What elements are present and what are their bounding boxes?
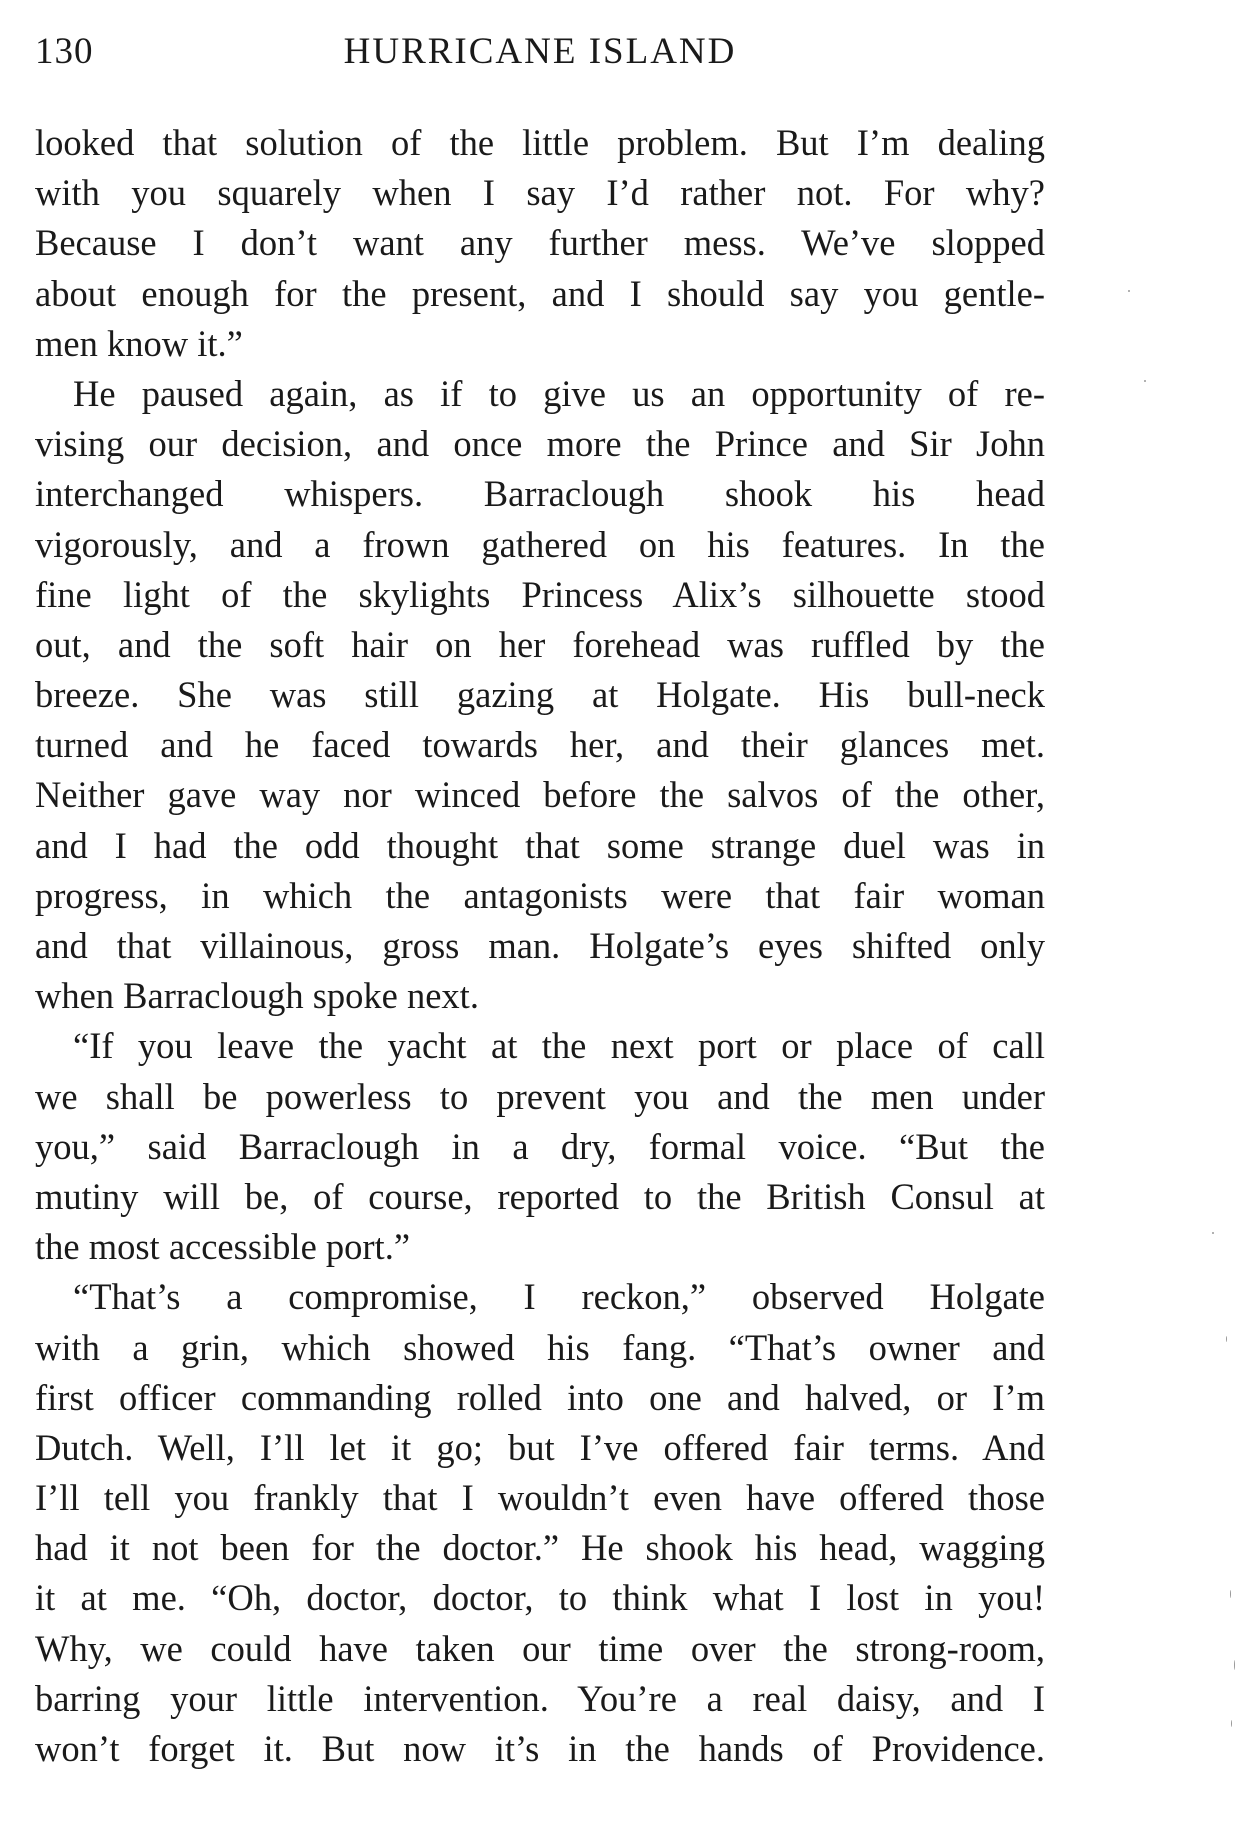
paragraph-3 <box>35 1021 1045 1272</box>
scan-speck <box>1212 1232 1214 1234</box>
text-line: Because I don’t want any further mess. We’ve slopped <box>35 222 1045 264</box>
text-line: looked that solution of the little problem. But I’m dealing <box>35 122 1045 163</box>
text-line: interchanged whispers. Barraclough shook his head <box>35 473 1045 515</box>
text-line: the most accessible port.” <box>35 1226 411 1268</box>
text-line: I’ll tell you frankly that I wouldn’t even have offered those <box>35 1477 1045 1519</box>
text-line: “If you leave the yacht at the next port or place of call <box>73 1025 1045 1067</box>
text-line: with you squarely when I say I’d rather not. For why? <box>35 172 1045 214</box>
text-line: we shall be powerless to prevent you and the men under <box>35 1075 1045 1117</box>
text-line: had it not been for the doctor.” He shook his head, wagging <box>35 1527 1045 1569</box>
scan-speck <box>1226 1336 1227 1342</box>
text-line: vising our decision, and once more the Prince and Sir John <box>35 423 1045 465</box>
text-line: mutiny will be, of course, reported to the British Consul at <box>35 1175 1045 1217</box>
text-line: men know it.” <box>35 322 243 364</box>
text-line: breeze. She was still gazing at Holgate. His bull-neck <box>35 674 1045 716</box>
text-line: and I had the odd thought that some strange duel was in <box>35 824 1045 866</box>
text-line: with a grin, which showed his fang. “That’s owner and <box>35 1326 1045 1368</box>
text-line: turned and he faced towards her, and their glances met. <box>35 724 1045 766</box>
page-number: 130 <box>35 31 94 72</box>
scan-speck <box>1234 1660 1235 1670</box>
body-text <box>35 118 1045 1774</box>
scan-speck <box>1231 1720 1232 1727</box>
page-header <box>35 30 1045 82</box>
text-line: it at me. “Oh, doctor, doctor, to think what I lost in you! <box>35 1577 1045 1619</box>
scan-speck <box>1128 290 1130 292</box>
text-line: about enough for the present, and I should say you gentle- <box>35 272 1045 314</box>
text-line: Dutch. Well, I’ll let it go; but I’ve offered fair terms. And <box>35 1426 1045 1468</box>
text-line: fine light of the skylights Princess Alix’s silhouette stood <box>35 573 1045 615</box>
text-line: “That’s a compromise, I reckon,” observed Holgate <box>73 1276 1045 1318</box>
running-title: HURRICANE ISLAND <box>343 31 737 72</box>
text-line: progress, in which the antagonists were that fair woman <box>35 874 1045 916</box>
text-line: and that villainous, gross man. Holgate’s eyes shifted only <box>35 925 1045 966</box>
paragraph-2 <box>35 369 1045 1021</box>
text-line: Neither gave way nor winced before the salvos of the other, <box>35 774 1045 816</box>
paragraph-1 <box>35 118 1045 369</box>
text-line: first officer commanding rolled into one and halved, or I’m <box>35 1376 1045 1418</box>
text-line: when Barraclough spoke next. <box>35 975 479 1017</box>
text-line: vigorously, and a frown gathered on his features. In the <box>35 523 1045 565</box>
text-line: won’t forget it. But now it’s in the hands of Providence. <box>35 1728 1045 1769</box>
text-line: barring your little intervention. You’re a real daisy, and I <box>35 1677 1045 1719</box>
text-line: Why, we could have taken our time over the strong-room, <box>35 1627 1045 1669</box>
text-line: He paused again, as if to give us an opportunity of re- <box>73 372 1045 414</box>
text-line: you,” said Barraclough in a dry, formal voice. “But the <box>35 1125 1045 1167</box>
scan-speck <box>1230 1590 1231 1598</box>
paragraph-4 <box>35 1272 1045 1774</box>
scan-speck <box>1144 380 1146 382</box>
text-line: out, and the soft hair on her forehead was ruffled by the <box>35 623 1045 665</box>
